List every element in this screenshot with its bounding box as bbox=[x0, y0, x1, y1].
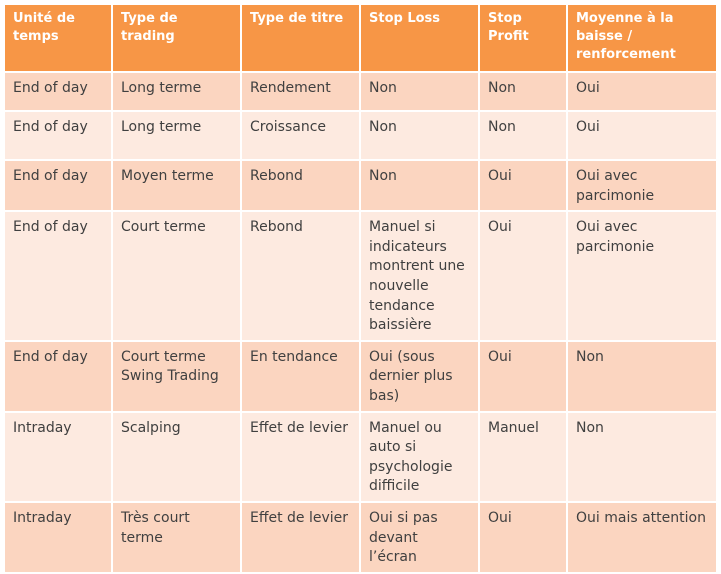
cell-unite: Intraday bbox=[5, 502, 112, 573]
cell-unite: Intraday bbox=[5, 412, 112, 502]
header-type-de-trading: Type de trading bbox=[112, 5, 241, 72]
header-stop-profit: Stop Profit bbox=[479, 5, 567, 72]
cell-moyenne: Non bbox=[567, 412, 716, 502]
cell-stop-profit: Oui bbox=[479, 341, 567, 412]
cell-stop-profit: Oui bbox=[479, 211, 567, 341]
cell-moyenne: Oui bbox=[567, 72, 716, 111]
cell-stop-loss: Non bbox=[360, 72, 479, 111]
cell-unite: End of day bbox=[5, 111, 112, 160]
cell-type-titre: En tendance bbox=[241, 341, 360, 412]
cell-unite: End of day bbox=[5, 341, 112, 412]
cell-stop-profit: Manuel bbox=[479, 412, 567, 502]
cell-type-titre: Effet de levier bbox=[241, 502, 360, 573]
cell-stop-profit: Non bbox=[479, 111, 567, 160]
cell-stop-loss: Oui si pas devant l’écran bbox=[360, 502, 479, 573]
header-type-de-titre: Type de titre bbox=[241, 5, 360, 72]
table-row bbox=[5, 341, 716, 412]
cell-moyenne: Oui bbox=[567, 111, 716, 160]
cell-moyenne: Non bbox=[567, 341, 716, 412]
cell-type-trading: Long terme bbox=[112, 111, 241, 160]
cell-moyenne: Oui avec parcimonie bbox=[567, 160, 716, 211]
cell-type-trading: Scalping bbox=[112, 412, 241, 502]
cell-type-trading: Court terme Swing Trading bbox=[112, 341, 241, 412]
cell-stop-profit: Oui bbox=[479, 160, 567, 211]
header-moyenne-baisse: Moyenne à la baisse / renforcement bbox=[567, 5, 716, 72]
cell-unite: End of day bbox=[5, 160, 112, 211]
table-header bbox=[5, 5, 716, 72]
cell-type-trading: Très court terme bbox=[112, 502, 241, 573]
header-unite-de-temps: Unité de temps bbox=[5, 5, 112, 72]
cell-unite: End of day bbox=[5, 72, 112, 111]
header-row bbox=[5, 5, 716, 72]
table-row bbox=[5, 211, 716, 341]
cell-stop-loss: Oui (sous dernier plus bas) bbox=[360, 341, 479, 412]
table-row bbox=[5, 160, 716, 211]
table-row bbox=[5, 502, 716, 573]
cell-moyenne: Oui avec parcimonie bbox=[567, 211, 716, 341]
cell-stop-loss: Manuel ou auto si psychologie difficile bbox=[360, 412, 479, 502]
table-row bbox=[5, 111, 716, 160]
cell-type-titre: Rebond bbox=[241, 160, 360, 211]
cell-type-titre: Effet de levier bbox=[241, 412, 360, 502]
cell-stop-loss: Non bbox=[360, 111, 479, 160]
cell-type-trading: Moyen terme bbox=[112, 160, 241, 211]
cell-stop-profit: Oui bbox=[479, 502, 567, 573]
cell-stop-profit: Non bbox=[479, 72, 567, 111]
cell-type-trading: Court terme bbox=[112, 211, 241, 341]
cell-type-trading: Long terme bbox=[112, 72, 241, 111]
cell-type-titre: Rebond bbox=[241, 211, 360, 341]
cell-type-titre: Rendement bbox=[241, 72, 360, 111]
trading-table bbox=[5, 5, 716, 574]
cell-stop-loss: Non bbox=[360, 160, 479, 211]
trading-table-container bbox=[5, 5, 716, 574]
cell-type-titre: Croissance bbox=[241, 111, 360, 160]
cell-stop-loss: Manuel si indicateurs montrent une nouvelle tendance baissière bbox=[360, 211, 479, 341]
table-row bbox=[5, 72, 716, 111]
cell-unite: End of day bbox=[5, 211, 112, 341]
table-row bbox=[5, 412, 716, 502]
table-body bbox=[5, 72, 716, 573]
header-stop-loss: Stop Loss bbox=[360, 5, 479, 72]
cell-moyenne: Oui mais attention bbox=[567, 502, 716, 573]
